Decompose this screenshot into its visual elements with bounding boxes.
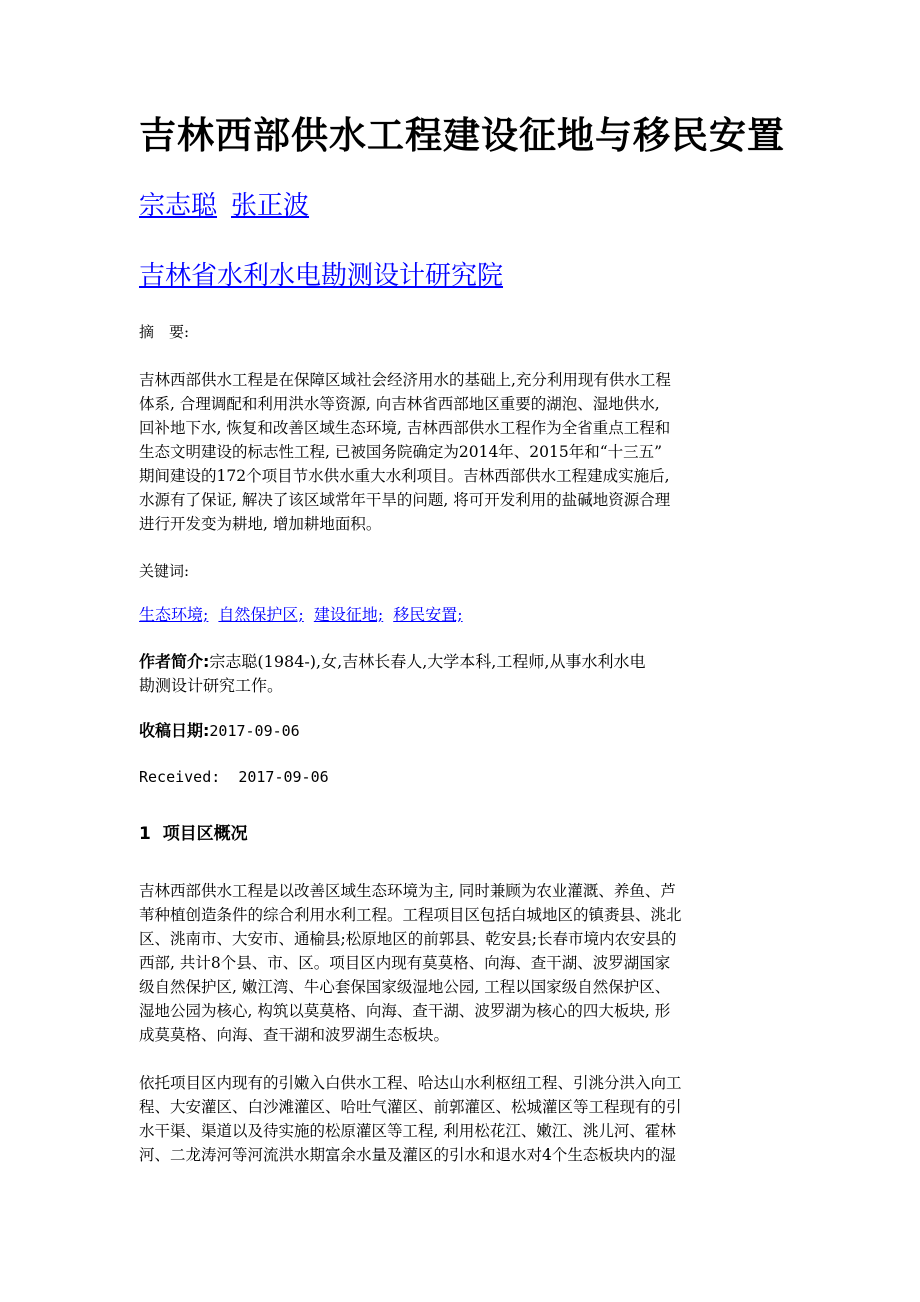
keyword-link[interactable]: 生态环境; (139, 605, 209, 624)
author-list (139, 188, 309, 224)
paragraph-line: 级自然保护区, 嫩江湾、牛心套保国家级湿地公园, 工程以国家级自然保护区、 (139, 978, 671, 996)
keyword-link[interactable]: 建设征地; (313, 605, 384, 624)
paragraph-line: 程、大安灌区、白沙滩灌区、哈吐气灌区、前郭灌区、松城灌区等工程现有的引 (139, 1098, 682, 1116)
paragraph-line: 湿地公园为核心, 构筑以莫莫格、向海、查干湖、波罗湖为核心的四大板块, 形 (139, 1002, 671, 1020)
paragraph-1 (139, 879, 789, 1047)
paragraph-line: 河、二龙涛河等河流洪水期富余水量及灌区的引水和退水对4个生态板块内的湿 (139, 1146, 676, 1164)
abstract-line: 回补地下水, 恢复和改善区域生态环境, 吉林西部供水工程作为全省重点工程和 (139, 419, 671, 437)
author-intro (139, 650, 645, 698)
keywords-list (139, 603, 473, 627)
received-label-cn: 收稿日期: (139, 721, 210, 740)
author-intro-label: 作者简介: (139, 652, 210, 671)
paragraph-line: 苇种植创造条件的综合利用水利工程。工程项目区包括白城地区的镇赉县、洮北 (139, 906, 682, 924)
abstract-line: 吉林西部供水工程是在保障区域社会经济用水的基础上,充分利用现有供水工程 (139, 371, 671, 389)
page-title: 吉林西部供水工程建设征地与移民安置 (139, 114, 785, 157)
paragraph-line: 西部, 共计8个县、市、区。项目区内现有莫莫格、向海、查干湖、波罗湖国家 (139, 954, 671, 972)
paragraph-line: 吉林西部供水工程是以改善区域生态环境为主, 同时兼顾为农业灌溉、养鱼、芦 (139, 882, 676, 900)
organization-link[interactable]: 吉林省水利水电勘测设计研究院 (139, 261, 504, 291)
organization (139, 258, 503, 294)
section-title: 项目区概况 (162, 824, 248, 844)
author-intro-text: 宗志聪(1984-),女,吉林长春人,大学本科,工程师,从事水利水电 (209, 652, 646, 671)
author-link[interactable]: 宗志聪 (139, 191, 218, 221)
received-value-cn: 2017-09-06 (209, 722, 300, 740)
paragraph-line: 区、洮南市、大安市、通榆县;松原地区的前郭县、乾安县;长春市境内农安县的 (139, 930, 677, 948)
received-label-en: Received: (139, 768, 221, 786)
keywords-label: 关键词: (139, 562, 190, 580)
paragraph-line: 依托项目区内现有的引嫩入白供水工程、哈达山水利枢纽工程、引洮分洪入向工 (139, 1074, 682, 1092)
keyword-link[interactable]: 自然保护区; (218, 605, 304, 624)
keyword-link[interactable]: 移民安置; (393, 605, 463, 624)
received-value-en: 2017-09-06 (238, 768, 329, 786)
author-intro-text: 勘测设计研究工作。 (139, 676, 284, 695)
abstract-line: 生态文明建设的标志性工程, 已被国务院确定为2014年、2015年和“十三五” (139, 443, 663, 461)
received-date-cn (139, 719, 300, 743)
section-heading (139, 822, 248, 846)
abstract-line: 进行开发变为耕地, 增加耕地面积。 (139, 515, 382, 533)
abstract-line: 期间建设的172个项目节水供水重大水利项目。吉林西部供水工程建成实施后, (139, 467, 670, 485)
author-link[interactable]: 张正波 (231, 191, 310, 221)
paragraph-line: 水干渠、渠道以及待实施的松原灌区等工程, 利用松花江、嫩江、洮儿河、霍林 (139, 1122, 676, 1140)
received-date-en (139, 765, 329, 789)
section-number: 1 (139, 824, 151, 844)
abstract-text (139, 368, 789, 536)
paragraph-2 (139, 1071, 789, 1167)
abstract-line: 体系, 合理调配和利用洪水等资源, 向吉林省西部地区重要的湖泡、湿地供水, (139, 395, 660, 413)
paragraph-line: 成莫莫格、向海、查干湖和波罗湖生态板块。 (139, 1026, 450, 1044)
abstract-line: 水源有了保证, 解决了该区域常年干旱的问题, 将可开发利用的盐碱地资源合理 (139, 491, 671, 509)
abstract-label: 摘 要: (139, 323, 190, 341)
